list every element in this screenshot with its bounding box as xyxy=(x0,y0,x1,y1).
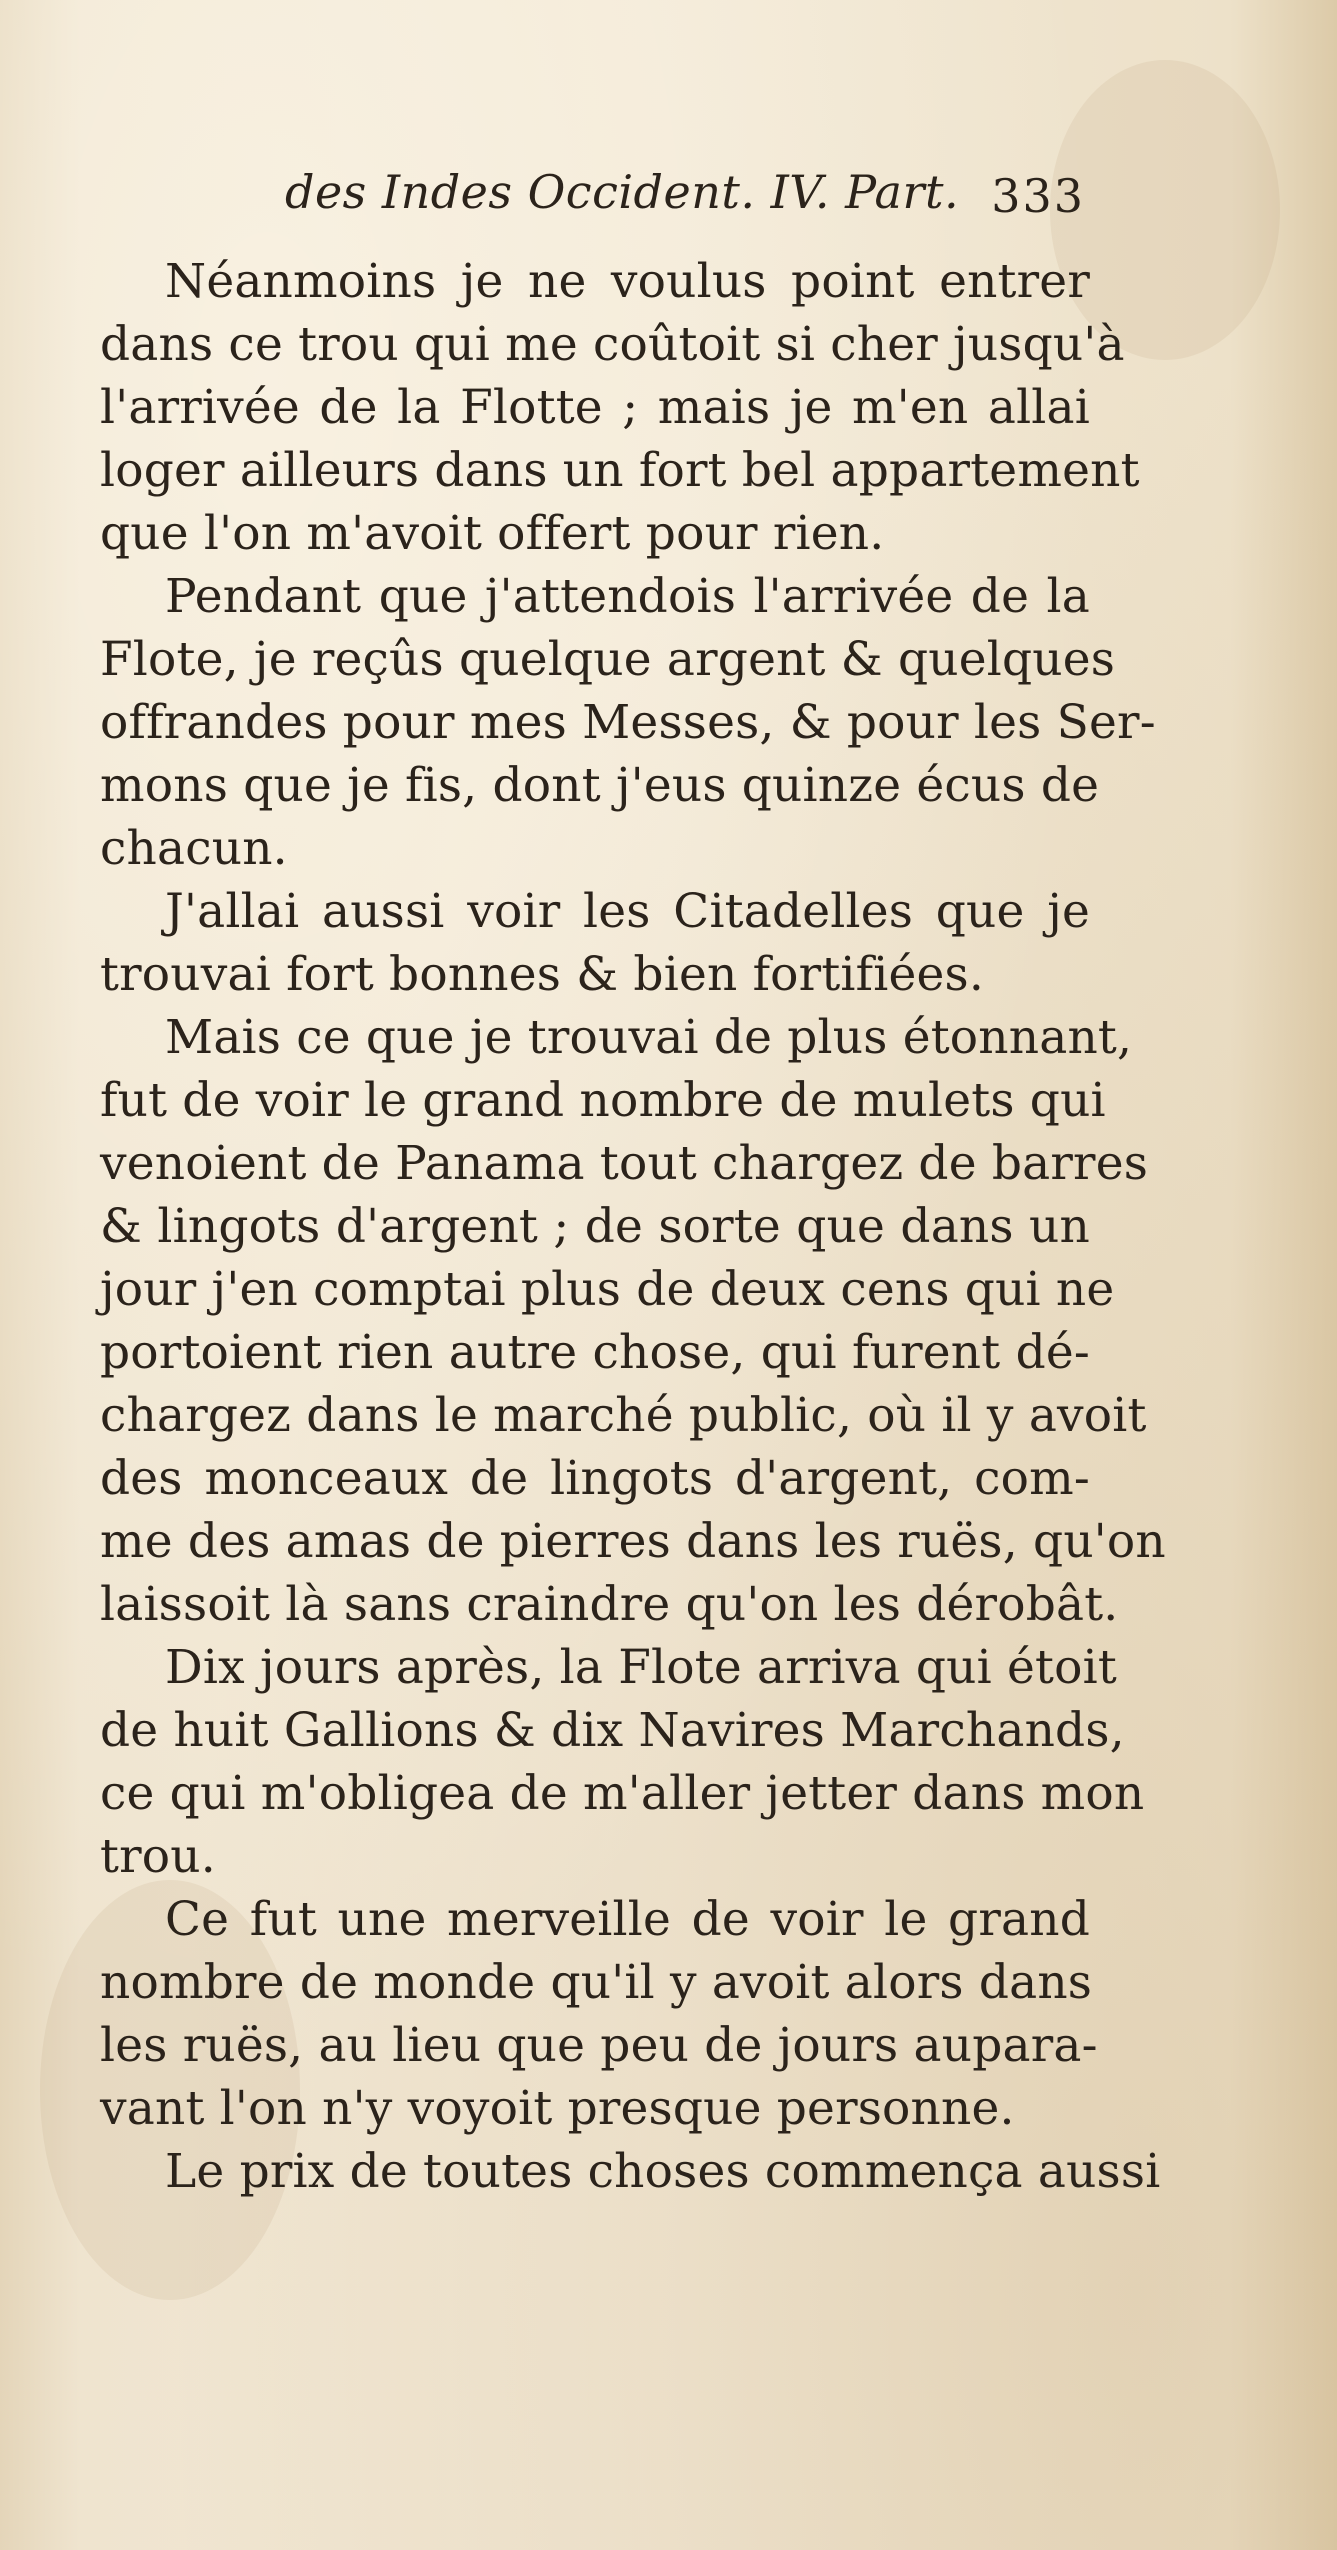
text-line: & lingots d'argent ; de sorte que dans un xyxy=(100,1199,1090,1254)
text-line: Pendant que j'attendois l'arrivée de la xyxy=(165,569,1090,624)
body-text xyxy=(100,250,1166,2203)
text-line: vant l'on n'y voyoit presque personne. xyxy=(100,2081,1015,2136)
paragraph xyxy=(100,1006,1166,1636)
paragraph xyxy=(100,565,1156,880)
text-line: fut de voir le grand nombre de mulets qui xyxy=(100,1073,1106,1128)
text-line: J'allai aussi voir les Citadelles que je xyxy=(165,884,1090,939)
text-line: nombre de monde qu'il y avoit alors dans xyxy=(100,1955,1093,2010)
text-line: loger ailleurs dans un fort bel appartement xyxy=(100,443,1140,498)
text-line: trouvai fort bonnes & bien fortifiées. xyxy=(100,947,984,1002)
text-line: Ce fut une merveille de voir le grand xyxy=(165,1892,1090,1947)
text-line: Néanmoins je ne voulus point entrer xyxy=(165,254,1090,309)
text-line: que l'on m'avoit offert pour rien. xyxy=(100,506,885,561)
text-line: ce qui m'obligea de m'aller jetter dans mon xyxy=(100,1766,1145,1821)
text-line: Dix jours après, la Flote arriva qui étoit xyxy=(165,1640,1117,1695)
page-number: 333 xyxy=(991,169,1085,223)
running-title: des Indes Occident. IV. Part. xyxy=(285,165,960,219)
text-line: trou. xyxy=(100,1829,216,1884)
page-header xyxy=(235,165,1085,245)
text-line: chacun. xyxy=(100,821,288,876)
text-line: offrandes pour mes Messes, & pour les Ser- xyxy=(100,695,1156,750)
text-line: mons que je fis, dont j'eus quinze écus de xyxy=(100,758,1100,813)
text-line: laissoit là sans craindre qu'on les dérobât. xyxy=(100,1577,1119,1632)
paragraph xyxy=(100,1888,1098,2140)
text-line: Mais ce que je trouvai de plus étonnant, xyxy=(165,1010,1133,1065)
paragraph xyxy=(100,880,1090,1006)
text-line: Le prix de toutes choses commença aussi xyxy=(165,2144,1161,2199)
paragraph xyxy=(100,250,1140,565)
text-line: les ruës, au lieu que peu de jours aupara- xyxy=(100,2018,1098,2073)
text-line: l'arrivée de la Flotte ; mais je m'en allai xyxy=(100,380,1090,435)
text-line: me des amas de pierres dans les ruës, qu'on xyxy=(100,1514,1166,1569)
text-line: venoient de Panama tout chargez de barres xyxy=(100,1136,1149,1191)
text-line: jour j'en comptai plus de deux cens qui ne xyxy=(100,1262,1115,1317)
text-line: dans ce trou qui me coûtoit si cher jusqu'à xyxy=(100,317,1125,372)
text-line: Flote, je reçûs quelque argent & quelques xyxy=(100,632,1116,687)
paragraph xyxy=(100,1636,1145,1888)
text-line: des monceaux de lingots d'argent, com- xyxy=(100,1451,1090,1506)
text-line: chargez dans le marché public, où il y avoit xyxy=(100,1388,1147,1443)
text-line: portoient rien autre chose, qui furent dé- xyxy=(100,1325,1090,1380)
text-line: de huit Gallions & dix Navires Marchands, xyxy=(100,1703,1125,1758)
paragraph xyxy=(100,2140,1161,2203)
